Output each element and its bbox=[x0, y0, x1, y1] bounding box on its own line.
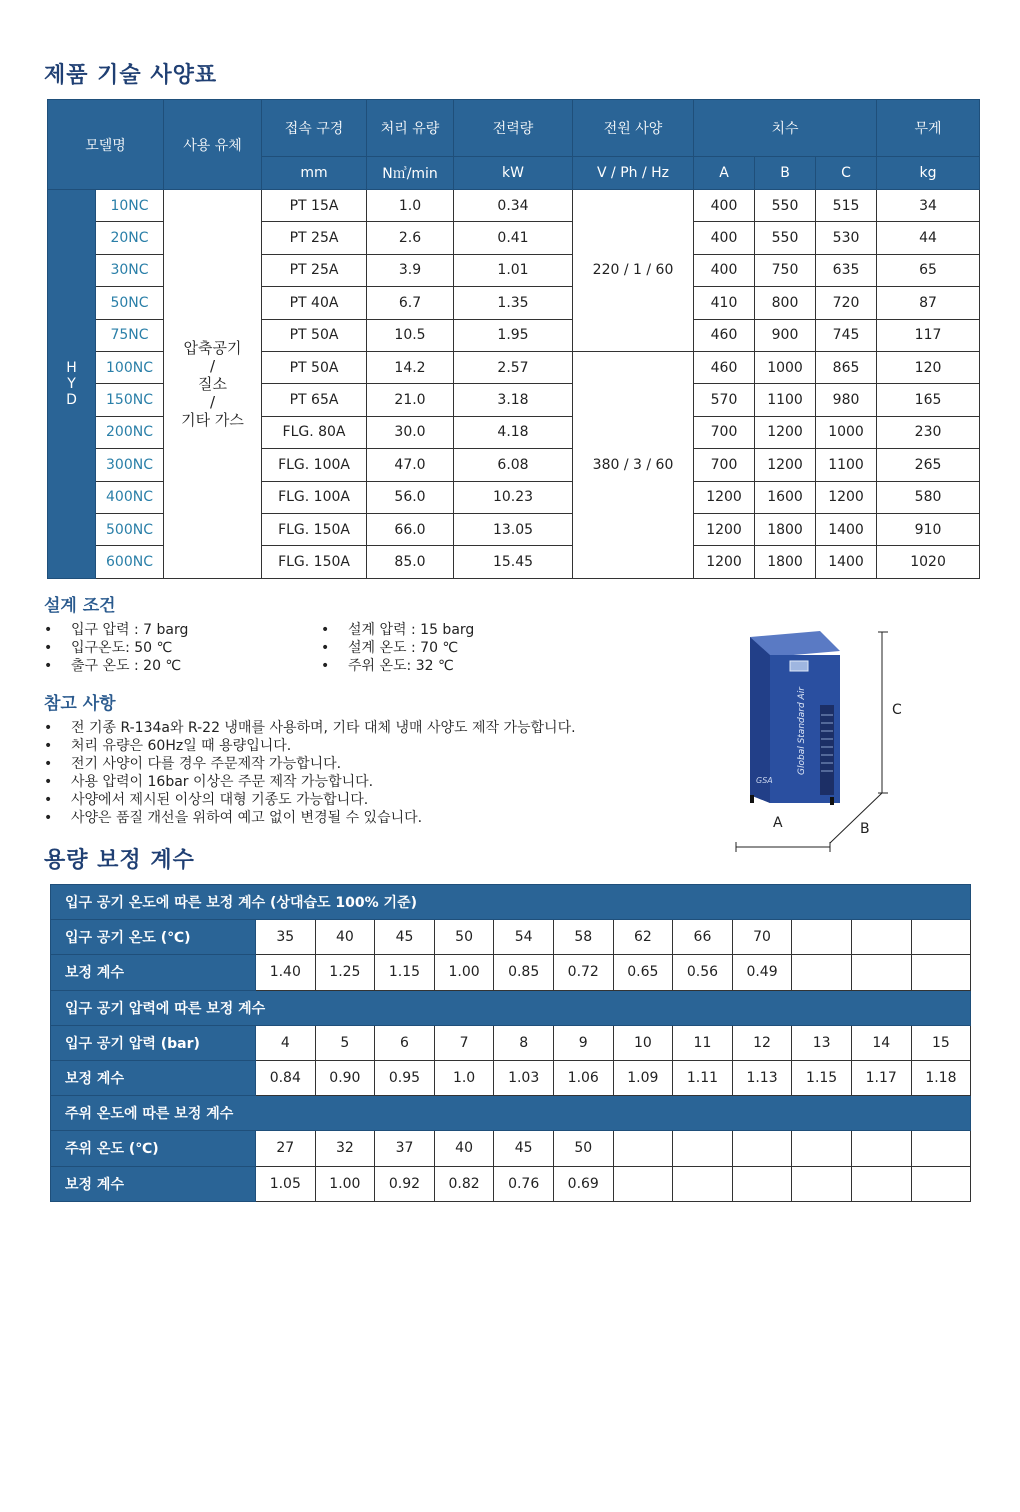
value-cell bbox=[613, 1131, 673, 1166]
power-cell: 6.08 bbox=[454, 449, 573, 481]
dim-b-cell: 1800 bbox=[755, 546, 816, 578]
notes-list bbox=[44, 719, 576, 827]
design-list-right bbox=[321, 621, 474, 675]
value-cell: 1.40 bbox=[256, 955, 316, 990]
dim-c-cell: 980 bbox=[816, 384, 877, 416]
value-cell bbox=[732, 1131, 792, 1166]
value-cell bbox=[911, 1166, 971, 1201]
value-cell bbox=[613, 1166, 673, 1201]
bullet-item: • 주위 온도: 32 ℃ bbox=[321, 657, 474, 675]
power-cell: 4.18 bbox=[454, 416, 573, 448]
connection-cell: FLG. 150A bbox=[262, 513, 367, 545]
value-cell: 10 bbox=[613, 1025, 673, 1060]
bullet-item: • 입구온도: 50 ℃ bbox=[44, 639, 188, 657]
value-cell: 70 bbox=[732, 920, 792, 955]
flow-cell: 1.0 bbox=[367, 190, 454, 222]
power-cell: 15.45 bbox=[454, 546, 573, 578]
design-title: 설계 조건 bbox=[44, 596, 116, 616]
row-label: 입구 공기 압력 (bar) bbox=[51, 1025, 256, 1060]
dim-b-cell: 750 bbox=[755, 254, 816, 286]
section-row bbox=[51, 1096, 971, 1131]
value-cell: 1.05 bbox=[256, 1166, 316, 1201]
dim-c-cell: 530 bbox=[816, 222, 877, 254]
value-cell: 45 bbox=[375, 920, 435, 955]
model-cell: 400NC bbox=[96, 481, 164, 513]
value-cell: 40 bbox=[434, 1131, 494, 1166]
model-cell: 500NC bbox=[96, 513, 164, 545]
row-label: 보정 계수 bbox=[51, 955, 256, 990]
notes-title: 참고 사항 bbox=[44, 694, 116, 714]
value-cell: 0.56 bbox=[673, 955, 733, 990]
model-cell: 300NC bbox=[96, 449, 164, 481]
flow-cell: 14.2 bbox=[367, 351, 454, 383]
header-model: 모델명 bbox=[48, 100, 164, 190]
model-cell: 10NC bbox=[96, 190, 164, 222]
value-cell: 35 bbox=[256, 920, 316, 955]
row-label: 입구 공기 온도 (℃) bbox=[51, 920, 256, 955]
connection-cell: PT 50A bbox=[262, 351, 367, 383]
value-cell bbox=[911, 955, 971, 990]
bullet-item: • 설계 온도 : 70 ℃ bbox=[321, 639, 474, 657]
dim-a-cell: 460 bbox=[694, 319, 755, 351]
connection-cell: FLG. 100A bbox=[262, 449, 367, 481]
connection-cell: PT 50A bbox=[262, 319, 367, 351]
power-cell: 13.05 bbox=[454, 513, 573, 545]
value-cell: 1.03 bbox=[494, 1060, 554, 1095]
correction-title: 용량 보정 계수 bbox=[44, 848, 195, 873]
dim-c-cell: 1000 bbox=[816, 416, 877, 448]
value-cell: 1.18 bbox=[911, 1060, 971, 1095]
series-cell: H Y D bbox=[48, 190, 96, 579]
power-cell: 1.95 bbox=[454, 319, 573, 351]
dim-a-cell: 700 bbox=[694, 416, 755, 448]
dim-c-cell: 1400 bbox=[816, 513, 877, 545]
value-cell bbox=[792, 920, 852, 955]
value-cell: 66 bbox=[673, 920, 733, 955]
value-cell: 45 bbox=[494, 1131, 554, 1166]
dim-b-cell: 800 bbox=[755, 287, 816, 319]
weight-cell: 910 bbox=[877, 513, 980, 545]
header-dimensions: 치수 bbox=[694, 100, 877, 157]
value-cell bbox=[851, 1166, 911, 1201]
model-cell: 20NC bbox=[96, 222, 164, 254]
value-cell bbox=[792, 955, 852, 990]
dim-a-cell: 570 bbox=[694, 384, 755, 416]
weight-cell: 34 bbox=[877, 190, 980, 222]
value-cell: 4 bbox=[256, 1025, 316, 1060]
value-cell: 40 bbox=[315, 920, 375, 955]
bullet-item: • 출구 온도 : 20 ℃ bbox=[44, 657, 188, 675]
unit-b: B bbox=[755, 157, 816, 190]
label-b: B bbox=[860, 821, 870, 837]
dim-a-cell: 460 bbox=[694, 351, 755, 383]
section-title: 입구 공기 압력에 따른 보정 계수 bbox=[51, 990, 971, 1025]
weight-cell: 120 bbox=[877, 351, 980, 383]
value-cell: 0.76 bbox=[494, 1166, 554, 1201]
flow-cell: 85.0 bbox=[367, 546, 454, 578]
flow-cell: 10.5 bbox=[367, 319, 454, 351]
row-label: 보정 계수 bbox=[51, 1060, 256, 1095]
row-label: 주위 온도 (℃) bbox=[51, 1131, 256, 1166]
value-cell: 1.00 bbox=[315, 1166, 375, 1201]
dryer-illustration bbox=[730, 625, 920, 855]
bullet-item: • 처리 유량은 60Hz일 때 용량입니다. bbox=[44, 737, 576, 755]
connection-cell: FLG. 100A bbox=[262, 481, 367, 513]
flow-cell: 2.6 bbox=[367, 222, 454, 254]
dim-b-cell: 1100 bbox=[755, 384, 816, 416]
value-cell: 0.72 bbox=[553, 955, 613, 990]
correction-row bbox=[51, 1166, 971, 1201]
dim-a-cell: 400 bbox=[694, 222, 755, 254]
value-cell: 50 bbox=[434, 920, 494, 955]
value-cell: 0.84 bbox=[256, 1060, 316, 1095]
weight-cell: 165 bbox=[877, 384, 980, 416]
bullet-item: • 사양은 품질 개선을 위하여 예고 없이 변경될 수 있습니다. bbox=[44, 809, 576, 827]
value-cell bbox=[673, 1131, 733, 1166]
value-cell bbox=[851, 955, 911, 990]
correction-table bbox=[50, 884, 971, 1202]
section-title: 주위 온도에 따른 보정 계수 bbox=[51, 1096, 971, 1131]
weight-cell: 87 bbox=[877, 287, 980, 319]
dim-a-cell: 700 bbox=[694, 449, 755, 481]
value-cell: 12 bbox=[732, 1025, 792, 1060]
value-cell: 1.0 bbox=[434, 1060, 494, 1095]
dim-b-cell: 1000 bbox=[755, 351, 816, 383]
value-cell: 8 bbox=[494, 1025, 554, 1060]
section-row bbox=[51, 990, 971, 1025]
dim-c-cell: 865 bbox=[816, 351, 877, 383]
value-cell: 0.85 bbox=[494, 955, 554, 990]
connection-cell: PT 15A bbox=[262, 190, 367, 222]
dim-a-cell: 1200 bbox=[694, 546, 755, 578]
model-cell: 150NC bbox=[96, 384, 164, 416]
flow-cell: 47.0 bbox=[367, 449, 454, 481]
dim-a-cell: 1200 bbox=[694, 481, 755, 513]
weight-cell: 65 bbox=[877, 254, 980, 286]
value-cell: 11 bbox=[673, 1025, 733, 1060]
connection-cell: FLG. 150A bbox=[262, 546, 367, 578]
value-cell: 62 bbox=[613, 920, 673, 955]
dim-b-cell: 550 bbox=[755, 222, 816, 254]
model-cell: 100NC bbox=[96, 351, 164, 383]
page-title: 제품 기술 사양표 bbox=[44, 63, 218, 88]
bullet-item: • 전기 사양이 다를 경우 주문제작 가능합니다. bbox=[44, 755, 576, 773]
power-cell: 3.18 bbox=[454, 384, 573, 416]
section-title: 입구 공기 온도에 따른 보정 계수 (상대습도 100% 기준) bbox=[51, 885, 971, 920]
power-cell: 10.23 bbox=[454, 481, 573, 513]
header-connection: 접속 구경 bbox=[262, 100, 367, 157]
supply-cell: 220 / 1 / 60 bbox=[573, 190, 694, 352]
dim-a-cell: 400 bbox=[694, 254, 755, 286]
bullet-item: • 사양에서 제시된 이상의 대형 기종도 가능합니다. bbox=[44, 791, 576, 809]
power-cell: 0.34 bbox=[454, 190, 573, 222]
value-cell: 0.92 bbox=[375, 1166, 435, 1201]
power-cell: 0.41 bbox=[454, 222, 573, 254]
label-c: C bbox=[892, 702, 902, 718]
value-cell: 9 bbox=[553, 1025, 613, 1060]
model-cell: 30NC bbox=[96, 254, 164, 286]
dim-b-cell: 1800 bbox=[755, 513, 816, 545]
spec-table bbox=[47, 99, 980, 579]
value-cell: 5 bbox=[315, 1025, 375, 1060]
flow-cell: 30.0 bbox=[367, 416, 454, 448]
spec-row bbox=[48, 190, 980, 222]
model-cell: 600NC bbox=[96, 546, 164, 578]
value-cell bbox=[911, 1131, 971, 1166]
dim-a-cell: 1200 bbox=[694, 513, 755, 545]
value-cell bbox=[732, 1166, 792, 1201]
value-cell: 1.15 bbox=[792, 1060, 852, 1095]
value-cell: 0.95 bbox=[375, 1060, 435, 1095]
value-cell: 13 bbox=[792, 1025, 852, 1060]
design-list-left bbox=[44, 621, 188, 675]
header-fluid: 사용 유체 bbox=[164, 100, 262, 190]
bullet-item: • 전 기종 R-134a와 R-22 냉매를 사용하며, 기타 대체 냉매 사양도 제작 가능합니다. bbox=[44, 719, 576, 737]
value-cell: 1.06 bbox=[553, 1060, 613, 1095]
header-weight: 무게 bbox=[877, 100, 980, 157]
value-cell: 27 bbox=[256, 1131, 316, 1166]
model-cell: 200NC bbox=[96, 416, 164, 448]
value-cell: 14 bbox=[851, 1025, 911, 1060]
label-a: A bbox=[773, 815, 783, 831]
value-cell bbox=[792, 1131, 852, 1166]
section-row bbox=[51, 885, 971, 920]
correction-row bbox=[51, 1131, 971, 1166]
value-cell: 6 bbox=[375, 1025, 435, 1060]
value-cell: 1.25 bbox=[315, 955, 375, 990]
value-cell: 1.13 bbox=[732, 1060, 792, 1095]
dim-c-cell: 1400 bbox=[816, 546, 877, 578]
connection-cell: FLG. 80A bbox=[262, 416, 367, 448]
header-supply: 전원 사양 bbox=[573, 100, 694, 157]
flow-cell: 3.9 bbox=[367, 254, 454, 286]
correction-row bbox=[51, 955, 971, 990]
dim-c-cell: 745 bbox=[816, 319, 877, 351]
logo-text: GSA bbox=[756, 776, 773, 785]
dim-a-cell: 410 bbox=[694, 287, 755, 319]
correction-row bbox=[51, 920, 971, 955]
value-cell: 0.82 bbox=[434, 1166, 494, 1201]
dim-b-cell: 1600 bbox=[755, 481, 816, 513]
row-label: 보정 계수 bbox=[51, 1166, 256, 1201]
dim-b-cell: 1200 bbox=[755, 416, 816, 448]
dim-c-cell: 635 bbox=[816, 254, 877, 286]
weight-cell: 117 bbox=[877, 319, 980, 351]
dim-b-cell: 900 bbox=[755, 319, 816, 351]
connection-cell: PT 40A bbox=[262, 287, 367, 319]
value-cell bbox=[851, 920, 911, 955]
bullet-item: • 설계 압력 : 15 barg bbox=[321, 621, 474, 639]
value-cell: 7 bbox=[434, 1025, 494, 1060]
fluid-cell: 압축공기 / 질소 / 기타 가스 bbox=[164, 190, 262, 579]
value-cell: 15 bbox=[911, 1025, 971, 1060]
weight-cell: 265 bbox=[877, 449, 980, 481]
side-text: Global Standard Air bbox=[797, 687, 807, 775]
model-cell: 75NC bbox=[96, 319, 164, 351]
value-cell: 58 bbox=[553, 920, 613, 955]
unit-power: kW bbox=[454, 157, 573, 190]
header-flow: 처리 유량 bbox=[367, 100, 454, 157]
value-cell: 1.09 bbox=[613, 1060, 673, 1095]
unit-a: A bbox=[694, 157, 755, 190]
flow-cell: 66.0 bbox=[367, 513, 454, 545]
value-cell: 37 bbox=[375, 1131, 435, 1166]
value-cell bbox=[911, 920, 971, 955]
value-cell: 0.69 bbox=[553, 1166, 613, 1201]
value-cell bbox=[673, 1166, 733, 1201]
value-cell: 0.49 bbox=[732, 955, 792, 990]
unit-flow: N㎥/min bbox=[367, 157, 454, 190]
correction-row bbox=[51, 1060, 971, 1095]
power-cell: 2.57 bbox=[454, 351, 573, 383]
connection-cell: PT 25A bbox=[262, 254, 367, 286]
value-cell bbox=[851, 1131, 911, 1166]
value-cell: 50 bbox=[553, 1131, 613, 1166]
weight-cell: 1020 bbox=[877, 546, 980, 578]
bullet-item: • 사용 압력이 16bar 이상은 주문 제작 가능합니다. bbox=[44, 773, 576, 791]
product-diagram bbox=[730, 625, 920, 855]
flow-cell: 6.7 bbox=[367, 287, 454, 319]
dim-b-cell: 1200 bbox=[755, 449, 816, 481]
flow-cell: 56.0 bbox=[367, 481, 454, 513]
dim-b-cell: 550 bbox=[755, 190, 816, 222]
bullet-item: • 입구 압력 : 7 barg bbox=[44, 621, 188, 639]
dim-c-cell: 515 bbox=[816, 190, 877, 222]
connection-cell: PT 25A bbox=[262, 222, 367, 254]
value-cell: 32 bbox=[315, 1131, 375, 1166]
header-power: 전력량 bbox=[454, 100, 573, 157]
value-cell: 0.65 bbox=[613, 955, 673, 990]
value-cell: 54 bbox=[494, 920, 554, 955]
unit-supply: V / Ph / Hz bbox=[573, 157, 694, 190]
weight-cell: 580 bbox=[877, 481, 980, 513]
dim-a-cell: 400 bbox=[694, 190, 755, 222]
weight-cell: 44 bbox=[877, 222, 980, 254]
power-cell: 1.01 bbox=[454, 254, 573, 286]
dim-c-cell: 720 bbox=[816, 287, 877, 319]
dim-c-cell: 1100 bbox=[816, 449, 877, 481]
value-cell: 1.11 bbox=[673, 1060, 733, 1095]
flow-cell: 21.0 bbox=[367, 384, 454, 416]
value-cell: 1.17 bbox=[851, 1060, 911, 1095]
weight-cell: 230 bbox=[877, 416, 980, 448]
value-cell: 1.15 bbox=[375, 955, 435, 990]
connection-cell: PT 65A bbox=[262, 384, 367, 416]
value-cell: 0.90 bbox=[315, 1060, 375, 1095]
unit-c: C bbox=[816, 157, 877, 190]
dim-c-cell: 1200 bbox=[816, 481, 877, 513]
value-cell bbox=[792, 1166, 852, 1201]
power-cell: 1.35 bbox=[454, 287, 573, 319]
model-cell: 50NC bbox=[96, 287, 164, 319]
unit-weight: kg bbox=[877, 157, 980, 190]
supply-cell: 380 / 3 / 60 bbox=[573, 351, 694, 578]
unit-connection: mm bbox=[262, 157, 367, 190]
correction-row bbox=[51, 1025, 971, 1060]
value-cell: 1.00 bbox=[434, 955, 494, 990]
